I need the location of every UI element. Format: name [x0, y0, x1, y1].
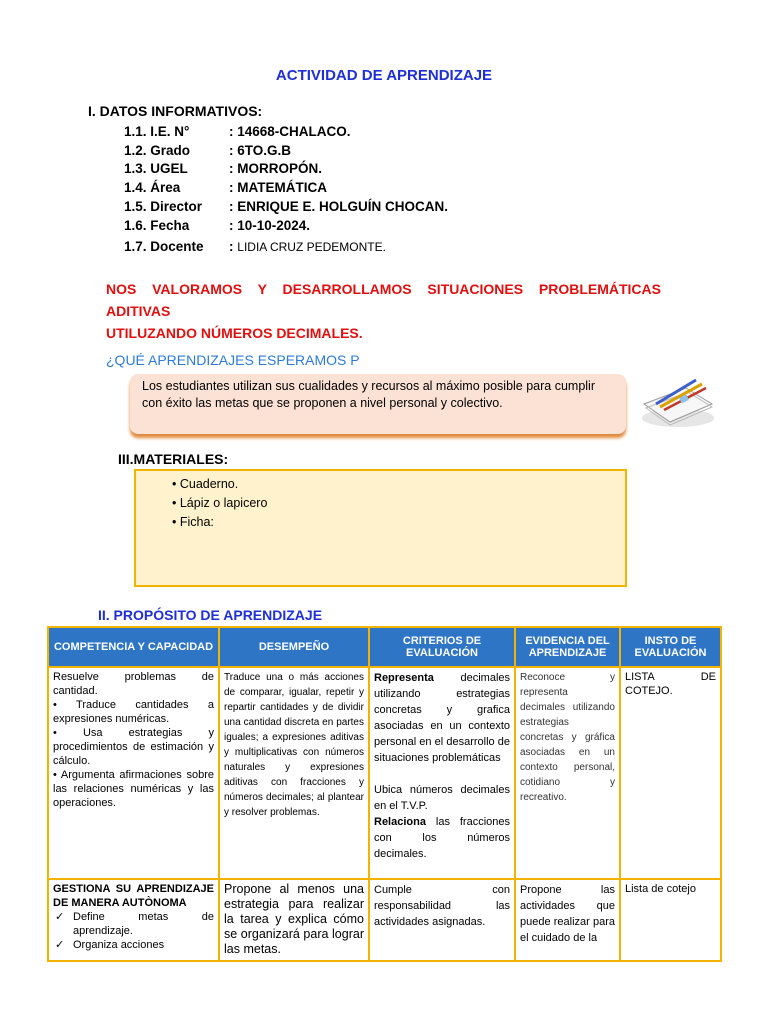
info-row-ugel: 1.3. UGEL : MORROPÓN.	[124, 161, 322, 176]
info-row-ie: 1.1. I.E. N° : 14668-CHALACO.	[124, 124, 351, 139]
evidencia-cell: Reconoce y representa decimales utilizando estrategias concretas y gráfica asociadas en un contexto personal, cotidiano y recreativo.	[515, 667, 620, 879]
column-header: EVIDENCIA DEL APRENDIZAJE	[515, 627, 620, 667]
materials-heading: III.MATERIALES:	[118, 451, 229, 467]
expect-heading: ¿QUÉ APRENDIZAJES ESPERAMOS P	[106, 352, 360, 368]
competencia-cell: Resuelve problemas de cantidad. • Traduce cantidades a expresiones numéricas. • Usa estrategias y procedimientos de estimación y cálculo. • Argumenta afirmaciones sobre las relaciones numéricas y las operaciones.	[48, 667, 219, 879]
page-title: ACTIVIDAD DE APRENDIZAJE	[275, 67, 493, 84]
activity-headline: NOS VALORAMOS Y DESARROLLAMOS SITUACIONES PROBLEMÁTICAS ADITIVAS UTILUZANDO NÚMEROS DECIMALES.	[106, 281, 661, 341]
column-header: COMPETENCIA Y CAPACIDAD	[48, 627, 219, 667]
list-item: • Cuaderno.	[172, 477, 239, 491]
instrumento-cell: Lista de cotejo	[620, 879, 721, 961]
table-row	[48, 879, 721, 961]
table-row	[48, 667, 721, 879]
expect-box: Los estudiantes utilizan sus cualidades y recursos al máximo posible para cumplir con éxito las metas que se proponen a nivel personal y colectivo.	[130, 374, 626, 434]
purpose-table	[47, 626, 722, 962]
desempeno-cell: Traduce una o más acciones de comparar, igualar, repetir y repartir cantidades y de dividir una cantidad discreta en partes iguales; a expresiones aditivas y multiplicativas con números naturales y expresiones aditivas con fracciones y números decimales; al plantear y resolver problemas.	[219, 667, 369, 879]
list-item: • Ficha:	[172, 515, 214, 529]
materials-box	[134, 469, 627, 587]
evidencia-cell: Propone las actividades que puede realizar para el cuidado de la	[515, 879, 620, 961]
competencia-cell: GESTIONA SU APRENDIZAJE DE MANERA AUTÒNOMA ✓ Define metas de aprendizaje. ✓ Organiza acciones	[48, 879, 219, 961]
check-icon: ✓	[55, 911, 65, 923]
info-row-docente: 1.7. Docente : LIDIA CRUZ PEDEMONTE.	[124, 239, 386, 254]
desempeno-cell: Propone al menos una estrategia para realizar la tarea y explica cómo se organizará para lograr las metas.	[219, 879, 369, 961]
column-header: INSTO DE EVALUACIÓN	[620, 627, 721, 667]
purpose-heading: II. PROPÓSITO DE APRENDIZAJE	[98, 607, 323, 623]
check-icon: ✓	[55, 939, 65, 951]
list-item: • Lápiz o lapicero	[172, 496, 268, 510]
column-header: DESEMPEÑO	[219, 627, 369, 667]
info-row-grado: 1.2. Grado : 6TO.G.B	[124, 143, 292, 158]
criterios-cell: Cumple con responsabilidad las actividades asignadas.	[369, 879, 515, 961]
criterios-cell: Representa decimales utilizando estrategias concretas y grafica asociadas en un contexto personal en el desarrollo de situaciones problemáticas Ubica números decimales en el T.V.P. Relaciona las fracciones con los números decimales.	[369, 667, 515, 879]
table-header-row	[48, 627, 721, 667]
info-row-area: 1.4. Área : MATEMÁTICA	[124, 180, 327, 195]
column-header: CRITERIOS DE EVALUACIÓN	[369, 627, 515, 667]
section-datos-heading: I. DATOS INFORMATIVOS:	[88, 103, 263, 119]
notebook-pencils-icon	[636, 374, 716, 430]
info-row-director: 1.5. Director : ENRIQUE E. HOLGUÍN CHOCAN.	[124, 199, 449, 214]
instrumento-cell: LISTA DE COTEJO.	[620, 667, 721, 879]
info-row-fecha: 1.6. Fecha : 10-10-2024.	[124, 218, 311, 233]
